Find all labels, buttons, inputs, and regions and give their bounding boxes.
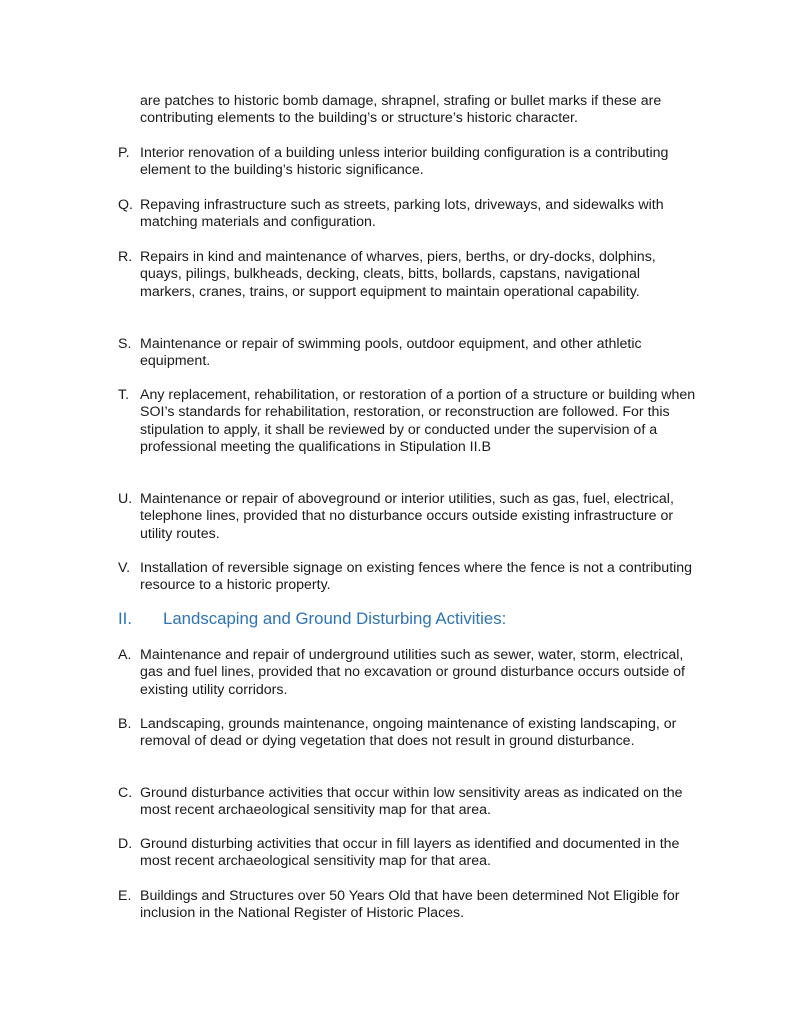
item-text: Maintenance and repair of underground utilities such as sewer, water, storm, electrical, gas and fuel lines, provided that no excavation or ground disturbance occurs outside of existing utility corridors. bbox=[140, 647, 685, 698]
item-text: Repairs in kind and maintenance of wharves, piers, berths, or dry-docks, dolphins, quays, pilings, bulkheads, decking, cleats, bitts, bollards, capstans, navigational markers, cranes, trains, or support equipment to maintain operational capability. bbox=[140, 249, 656, 300]
section-title: Landscaping and Ground Disturbing Activities: bbox=[163, 609, 507, 628]
item-text: Landscaping, grounds maintenance, ongoing maintenance of existing landscaping, or removal of dead or dying vegetation that does not result in ground disturbance. bbox=[140, 716, 677, 750]
item-text: Ground disturbing activities that occur in fill layers as identified and documented in the most recent archaeological sensitivity map for that area. bbox=[140, 836, 680, 870]
item-text: Interior renovation of a building unless interior building configuration is a contributing element to the building’s historic significance. bbox=[140, 145, 669, 179]
item-text: Installation of reversible signage on existing fences where the fence is not a contributing resource to a historic property. bbox=[140, 560, 693, 594]
list-item-e bbox=[118, 888, 698, 923]
list-item-p bbox=[118, 145, 698, 180]
item-label: E. bbox=[118, 888, 132, 904]
item-label: A. bbox=[118, 647, 132, 663]
list-item-t bbox=[118, 387, 698, 457]
item-label: B. bbox=[118, 716, 132, 732]
item-text: Buildings and Structures over 50 Years Old that have been determined Not Eligible for inclusion in the National Register of Historic Places. bbox=[140, 888, 680, 922]
item-label: C. bbox=[118, 785, 133, 801]
list-item-s bbox=[118, 336, 698, 371]
list-item-d bbox=[118, 836, 698, 871]
item-label: T. bbox=[118, 387, 130, 403]
list-item-b bbox=[118, 716, 698, 751]
item-text: Maintenance or repair of aboveground or interior utilities, such as gas, fuel, electrical, telephone lines, provided that no disturbance occurs outside existing infrastructure or utility routes. bbox=[140, 491, 674, 542]
item-text: Maintenance or repair of swimming pools, outdoor equipment, and other athletic equipment. bbox=[140, 336, 642, 370]
item-label: R. bbox=[118, 249, 133, 265]
section-number: II. bbox=[118, 609, 132, 628]
item-label: D. bbox=[118, 836, 133, 852]
item-label: Q. bbox=[118, 197, 133, 213]
item-text: Ground disturbance activities that occur within low sensitivity areas as indicated on the most recent archaeological sensitivity map for that area. bbox=[140, 785, 683, 819]
list-item-a bbox=[118, 647, 698, 699]
item-label: P. bbox=[118, 145, 130, 161]
list-item-q bbox=[118, 197, 698, 232]
item-text: Any replacement, rehabilitation, or restoration of a portion of a structure or building when SOI’s standards for rehabilitation, restoration, or reconstruction are followed. For this stipulation to apply, it shall be reviewed by or conducted under the supervision of a professional meeting the qualifications in Stipulation II.B bbox=[140, 387, 696, 456]
item-label: S. bbox=[118, 336, 132, 352]
list-item-c bbox=[118, 785, 698, 820]
list-item-v bbox=[118, 560, 698, 595]
item-text: Repaving infrastructure such as streets, parking lots, driveways, and sidewalks with matching materials and configuration. bbox=[140, 197, 664, 231]
list-item-r bbox=[118, 249, 698, 301]
list-item-u bbox=[118, 491, 698, 543]
item-label: U. bbox=[118, 491, 133, 507]
continuation-paragraph: are patches to historic bomb damage, shrapnel, strafing or bullet marks if these are contributing elements to the building’s or structure’s historic character. bbox=[140, 93, 662, 127]
item-label: V. bbox=[118, 560, 131, 576]
